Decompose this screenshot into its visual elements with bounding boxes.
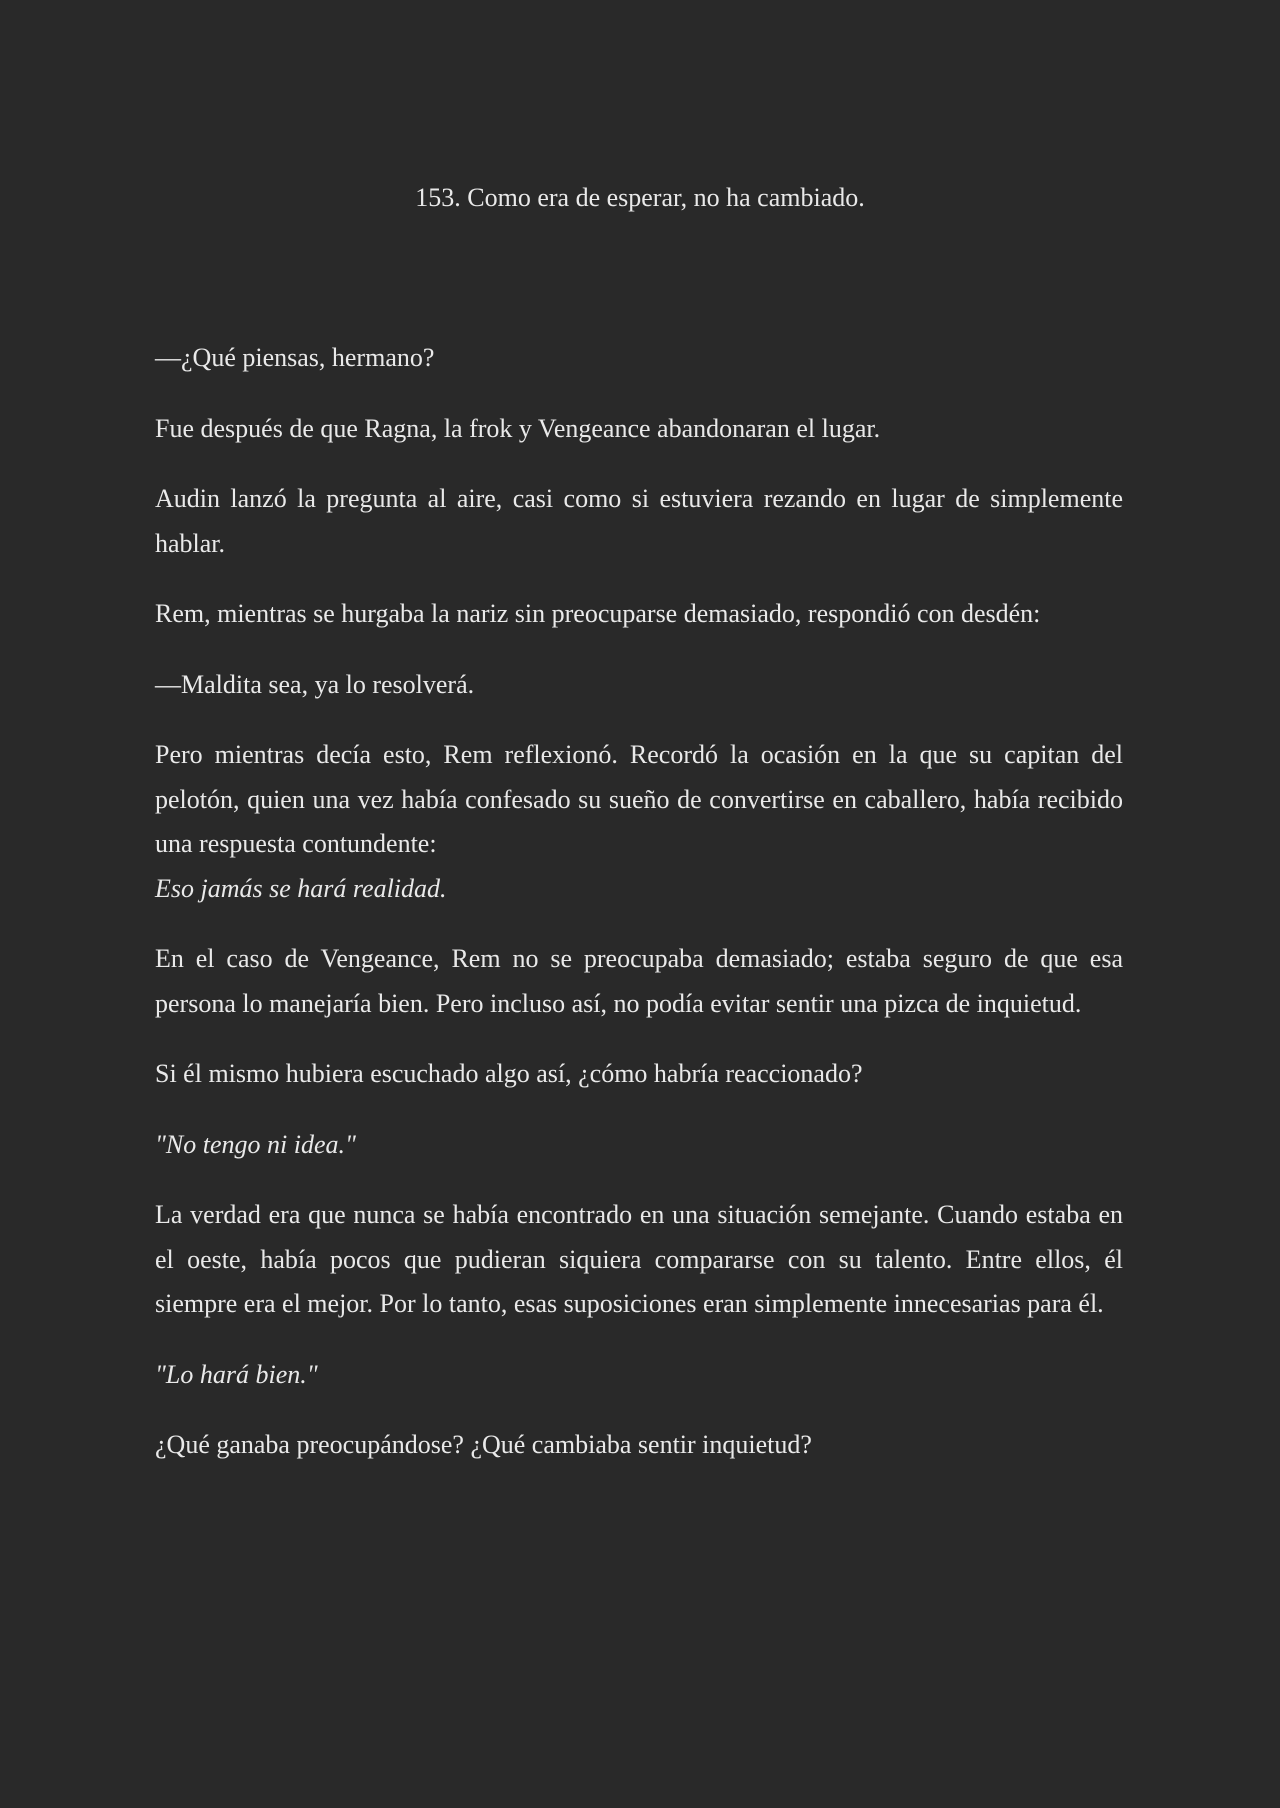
paragraph: —Maldita sea, ya lo resolverá. — [155, 669, 475, 699]
paragraph: Si él mismo hubiera escuchado algo así, ¿cómo habría reaccionado? — [155, 1059, 863, 1088]
paragraph: Fue después de que Ragna, la frok y Vengeance abandonaran el lugar. — [155, 413, 881, 443]
paragraph: —¿Qué piensas, hermano? — [155, 343, 435, 372]
paragraph: En el caso de Vengeance, Rem no se preocupaba demasiado; estaba seguro de que esa persona lo manejaría bien. Pero incluso así, no podía evitar sentir una pizca de inquietud. — [155, 944, 1123, 1018]
italic-paragraph: "Lo hará bien." — [155, 1359, 318, 1389]
chapter-body — [155, 336, 1123, 1494]
paragraph: Audin lanzó la pregunta al aire, casi como si estuviera rezando en lugar de simplemente hablar. — [155, 484, 1123, 558]
paragraph: La verdad era que nunca se había encontrado en una situación semejante. Cuando estaba en el oeste, había pocos que pudieran siquiera compararse con su talento. Entre ellos, él siempre era el mejor. Por lo tanto, esas suposiciones eran simplemente innecesarias para él. — [155, 1200, 1123, 1318]
italic-paragraph: Eso jamás se hará realidad. — [155, 873, 447, 903]
paragraph: Rem, mientras se hurgaba la nariz sin preocuparse demasiado, respondió con desdén: — [155, 599, 1041, 628]
chapter-title: 153. Como era de esperar, no ha cambiado. — [415, 183, 865, 212]
paragraph: ¿Qué ganaba preocupándose? ¿Qué cambiaba sentir inquietud? — [155, 1430, 812, 1459]
paragraph: Pero mientras decía esto, Rem reflexionó. Recordó la ocasión en la que su capitan del pelotón, quien una vez había confesado su sueño de convertirse en caballero, había recibido una respuesta contundente: — [155, 740, 1123, 858]
italic-paragraph: "No tengo ni idea." — [155, 1129, 356, 1159]
